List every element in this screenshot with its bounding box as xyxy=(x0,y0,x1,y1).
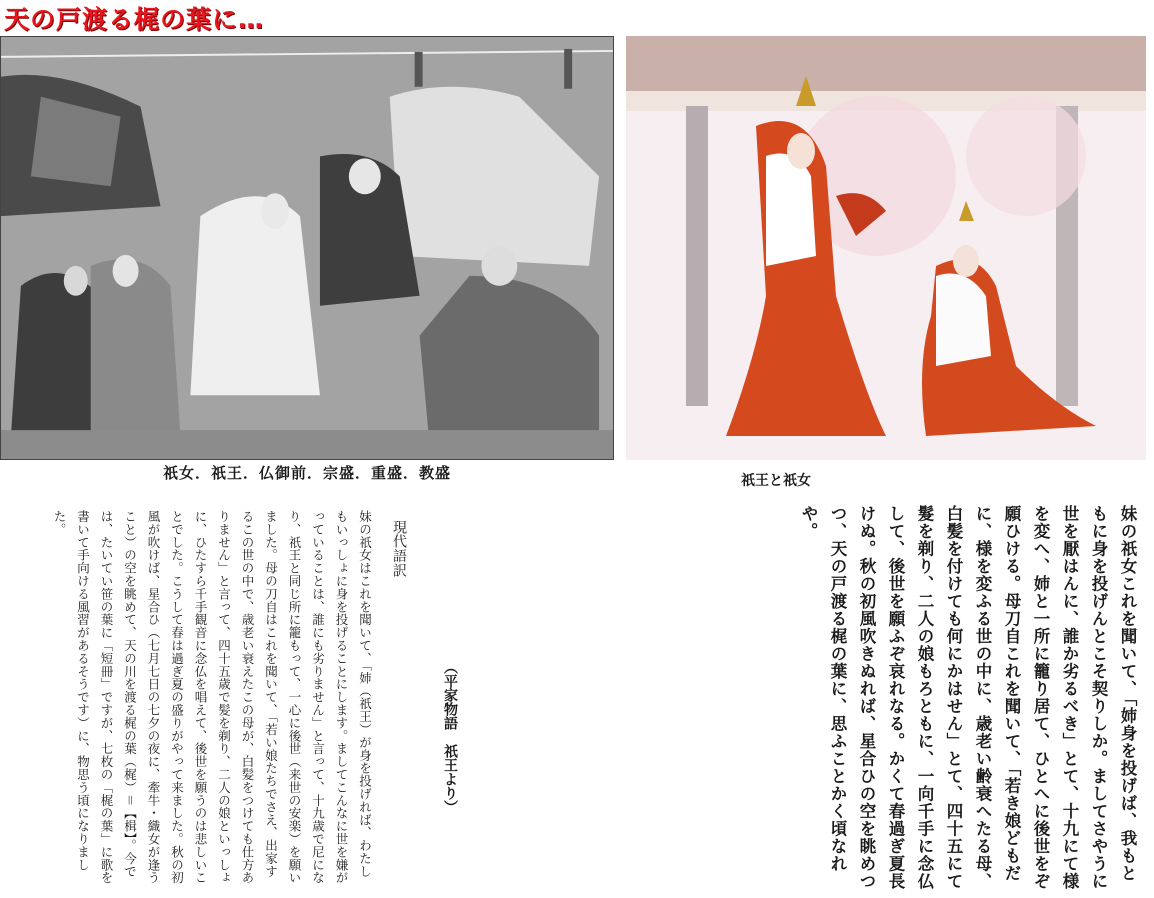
translation-body: 妹の祇女はこれを聞いて、「姉（祇王）が身を投げれば、わたしもいっしょに身を投げることにします。ましてこんなに世を嫌がっていることは、誰にも劣りません」と言って、十九歳で尼になり、祇王と同じ所に籠もって、一心に後世（来世の安楽）を願いました。母の刀自はこれを聞いて、「若い娘たちでさえ、出家するこの世の中で、歳老い衰えたこの母が、白髪をつけても仕方ありません」と言って、四十五歳で髪を剃り、二人の娘といっしょに、ひたすら千手観音に念仏を唱えて、後世を願うのは悲しいことでした。こうして春は過ぎ夏の盛りがやって来ました。秋の初風が吹けば、星合ひ（七月七日の七夕の夜に、牽牛・織女が逢うこと）の空を眺めて、天の川を渡る梶の葉（梶）＝【楫】。今では、たいてい笹の葉に「短冊」ですが、七枚の「梶の葉」に歌を書いて手向ける風習があるそうです）に、物思う頃になりました。 xyxy=(52,510,373,885)
left-figure-caption: 祇女．祇王．仏御前．宗盛．重盛．教盛 xyxy=(162,464,451,482)
modern-translation xyxy=(30,510,410,890)
classical-body: 妹の祇女これを聞いて、「姉身を投げば、我もともに身を投げんとこそ契りしか。ましてさやうに世を厭はんに、誰か劣るべき」とて、十九にて様を変へ、姉と一所に籠り居て、ひとへに後世をぞ願ひける。母刀自これを聞いて、「若き娘どもだに、様を変ふる世の中に、歳老い齢衰へたる母、白髪を付けても何にかはせん」とて、四十五にて髮を剃り、二人の娘もろともに、一向千手に念仏して、後世を願ふぞ哀れなる。かくて春過ぎ夏長けぬ。秋の初風吹きぬれば、星合ひの空を眺めつつ、天の戸渡る梶の葉に、思ふことかく頃なれや。 xyxy=(799,505,1137,890)
color-illustration xyxy=(626,36,1146,460)
page-title: 天の戸渡る梶の葉に… xyxy=(4,5,265,34)
right-figure-caption: 祇王と祇女 xyxy=(741,473,811,489)
court-scene-drawing xyxy=(1,37,613,459)
classical-text xyxy=(502,505,1142,893)
classical-source: （平家物語 祇王より） xyxy=(442,660,458,814)
translation-heading: 現代語訳 xyxy=(391,520,407,578)
monochrome-illustration xyxy=(0,36,614,460)
dancers-painting xyxy=(626,36,1146,460)
